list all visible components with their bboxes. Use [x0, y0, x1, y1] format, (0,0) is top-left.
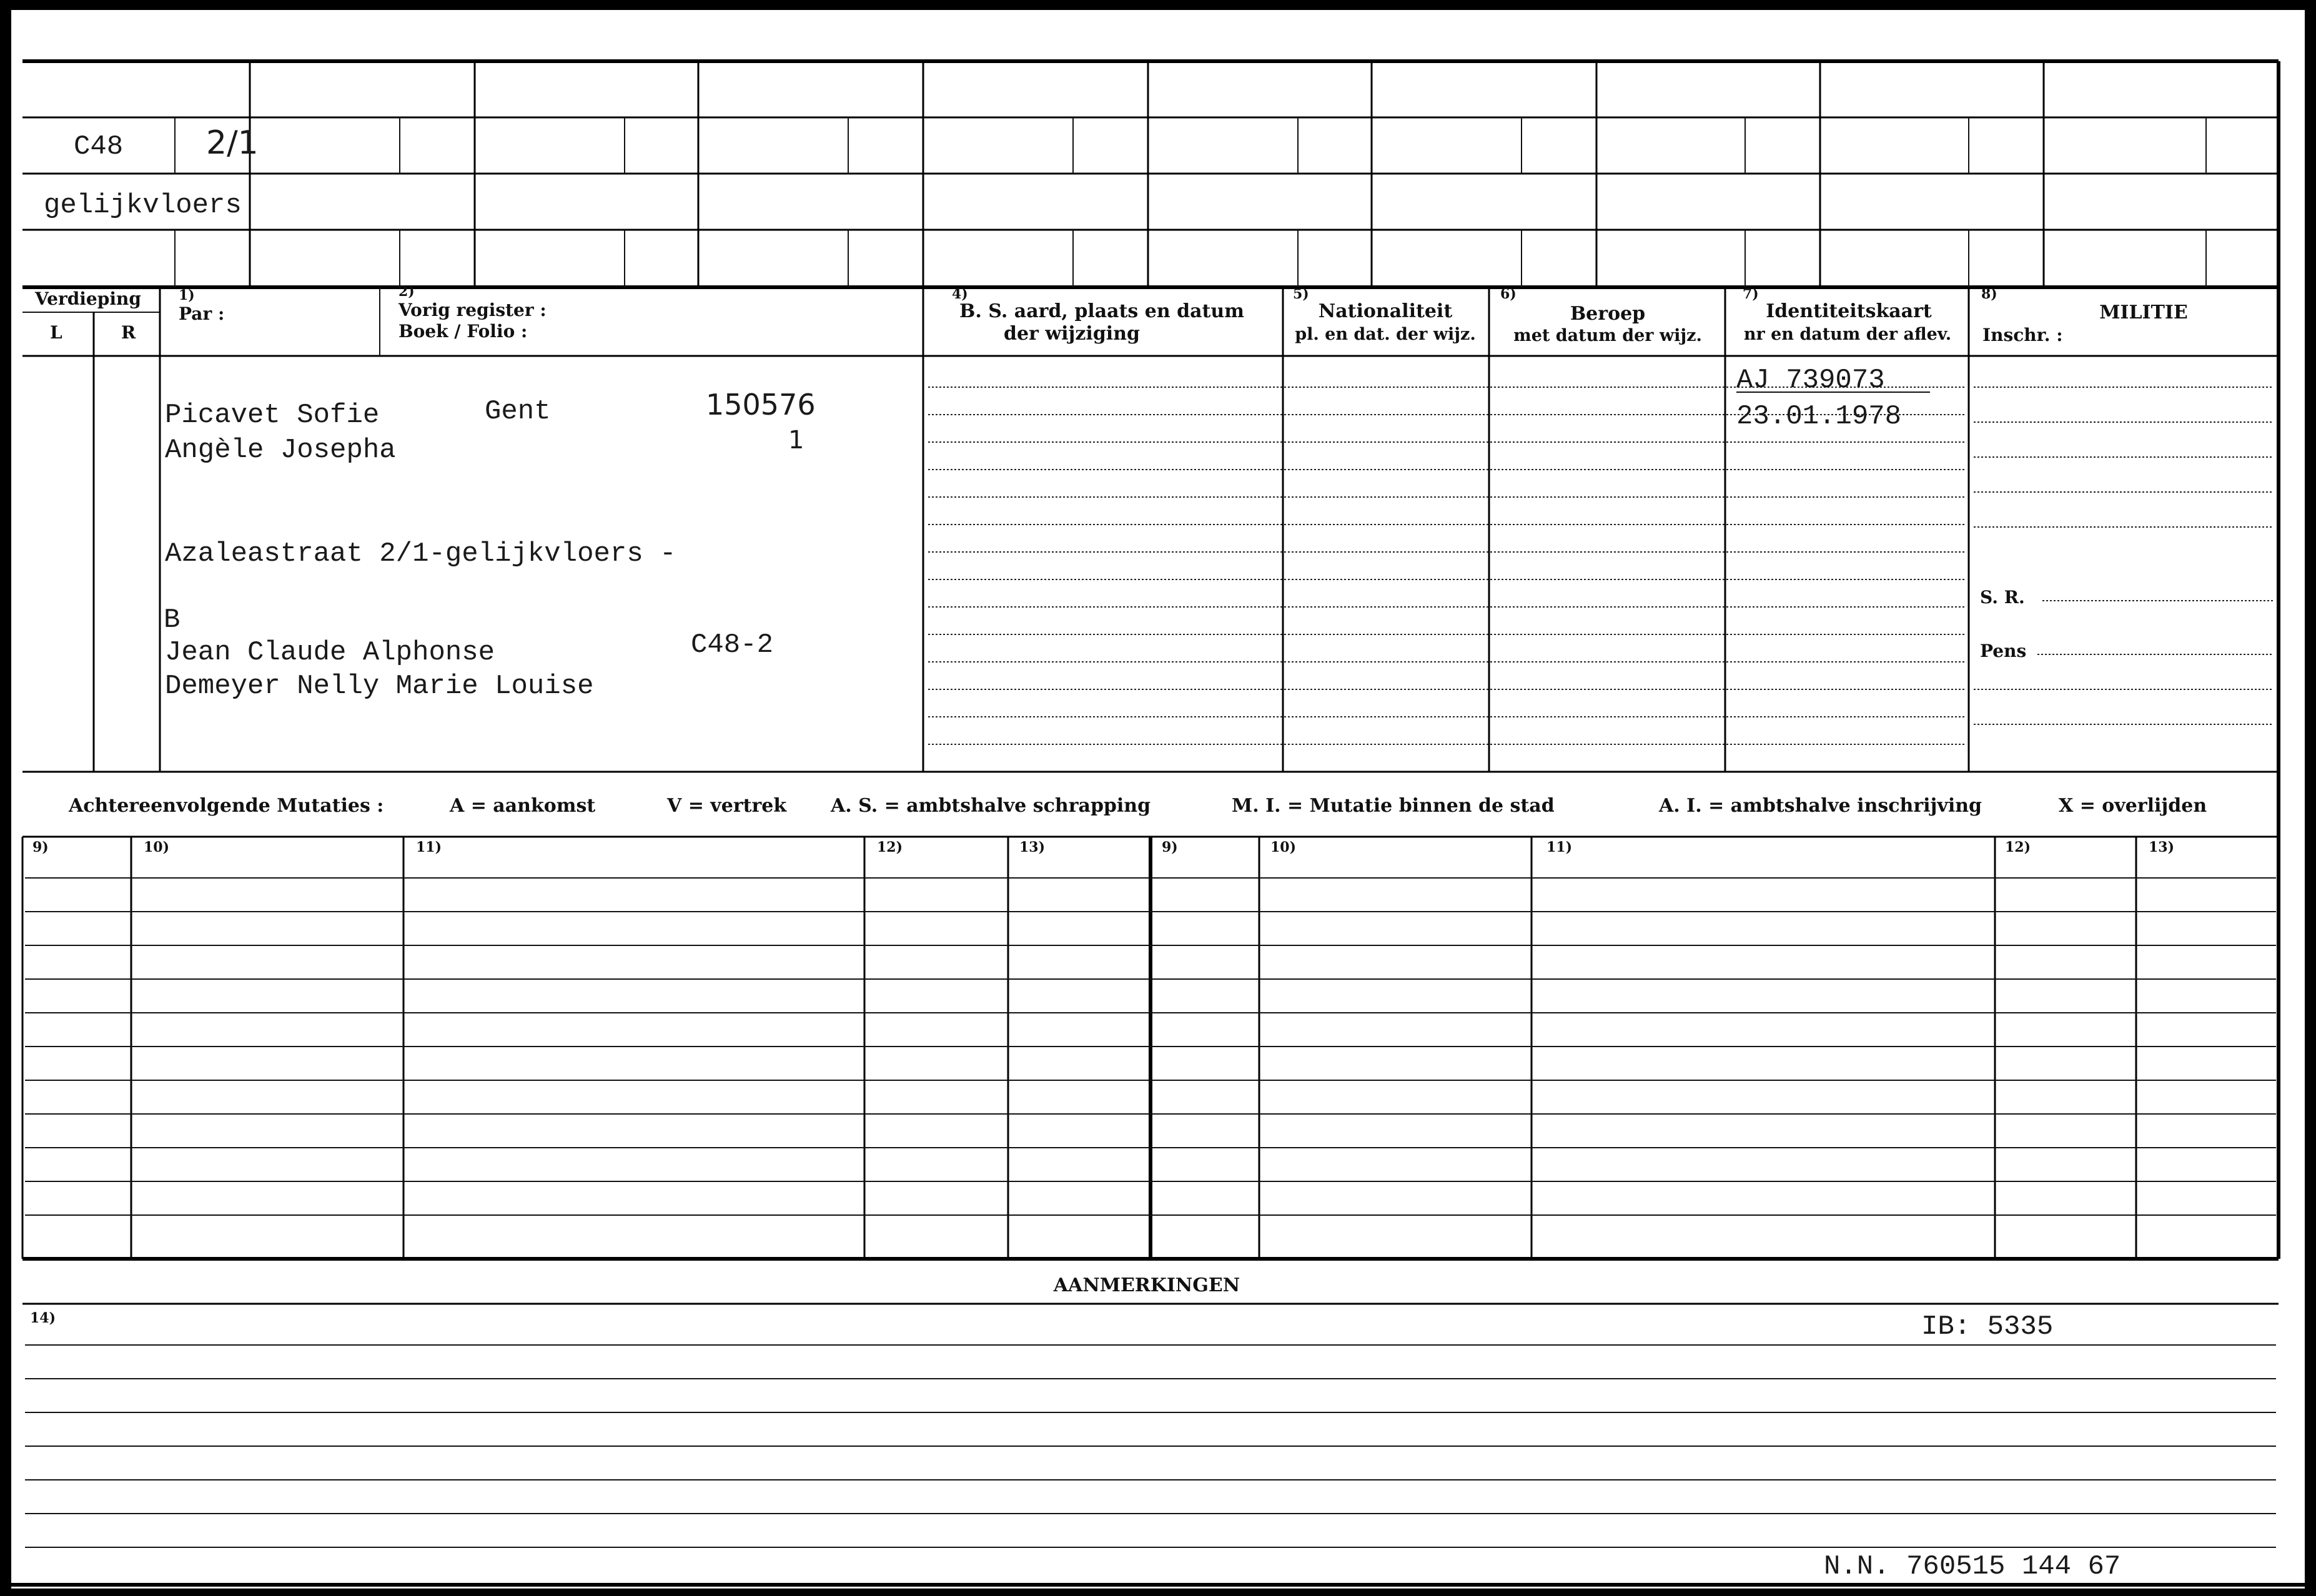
header-verdieping: Verdieping	[35, 288, 141, 309]
mutation-col10-right: 10)	[1270, 839, 1297, 855]
header-vorig-register: Vorig register :	[398, 300, 547, 320]
mutation-col11-left: 11)	[416, 839, 442, 855]
header-bs-line1: B. S. aard, plaats en datum	[959, 300, 1244, 322]
entry-partner-line2: Demeyer Nelly Marie Louise	[165, 671, 594, 702]
remarks-number: 14)	[30, 1310, 56, 1326]
mutation-col13-right: 13)	[2149, 839, 2175, 855]
id-card-number: AJ 739073	[1736, 365, 1885, 396]
header-inschr: Inschr. :	[1982, 325, 2063, 345]
header-col2-number: 2)	[398, 283, 415, 300]
header-col8-number: 8)	[1981, 286, 1997, 302]
legend-ambtshalve-schrapping: A. S. = ambtshalve schrapping	[831, 795, 1151, 817]
legend-aankomst: A = aankomst	[450, 795, 596, 817]
header-l: L	[50, 322, 62, 343]
header-col4-number: 4)	[952, 286, 968, 302]
entry-address: Azaleastraat 2/1-gelijkvloers -	[165, 538, 676, 569]
mutations-title: Achtereenvolgende Mutaties :	[69, 795, 384, 817]
top-block-code: C48	[74, 131, 124, 162]
legend-ambtshalve-inschrijving: A. I. = ambtshalve inschrijving	[1659, 795, 1982, 817]
header-nationaliteit: Nationaliteit	[1318, 300, 1453, 322]
entry-register: 150576	[706, 388, 816, 421]
mutation-col9-right: 9)	[1162, 839, 1178, 855]
entry-partner-ref: C48-2	[691, 629, 774, 661]
top-block-unit: 2/1	[206, 124, 259, 162]
header-identiteitskaart: Identiteitskaart	[1766, 300, 1932, 322]
header-col7-number: 7)	[1743, 286, 1759, 302]
header-col6-number: 6)	[1500, 286, 1517, 302]
remarks-nn: N.N. 760515 144 67	[1824, 1551, 2121, 1582]
entry-name-line2: Angèle Josepha	[165, 435, 396, 466]
entry-place: Gent	[485, 396, 551, 427]
header-beroep-sub: met datum der wijz.	[1513, 326, 1702, 345]
id-card-date: 23.01.1978	[1736, 401, 1902, 432]
header-militie: MILITIE	[2099, 302, 2188, 323]
header-beroep: Beroep	[1570, 303, 1646, 325]
mutation-col12-right: 12)	[2005, 839, 2031, 855]
mutation-col9-left: 9)	[32, 839, 49, 855]
header-boek-folio: Boek / Folio :	[398, 321, 528, 342]
entry-name-line1: Picavet Sofie	[165, 400, 380, 431]
entry-partner-line1: Jean Claude Alphonse	[165, 637, 495, 668]
header-col5-number: 5)	[1293, 286, 1309, 302]
mutation-col12-left: 12)	[877, 839, 903, 855]
remarks-ib: IB: 5335	[1921, 1311, 2054, 1342]
top-block-floor: gelijkvloers	[44, 190, 242, 221]
entry-child-mark: B	[164, 604, 181, 636]
remarks-title: AANMERKINGEN	[1053, 1274, 1240, 1296]
header-par: Par :	[179, 303, 225, 324]
header-nationaliteit-sub: pl. en dat. der wijz.	[1295, 325, 1476, 344]
header-col1-number: 1)	[179, 287, 195, 303]
header-bs-line2: der wijziging	[1004, 323, 1140, 345]
militie-sr: S. R.	[1980, 587, 2025, 608]
mutation-col10-left: 10)	[144, 839, 170, 855]
militie-pens: Pens	[1980, 641, 2027, 661]
legend-vertrek: V = vertrek	[667, 795, 787, 817]
header-r: R	[121, 322, 136, 343]
entry-register-mark: 1	[788, 426, 804, 455]
mutation-col11-right: 11)	[1546, 839, 1573, 855]
legend-overlijden: X = overlijden	[2059, 795, 2207, 817]
mutation-col13-left: 13)	[1019, 839, 1046, 855]
header-identiteitskaart-sub: nr en datum der aflev.	[1743, 325, 1952, 344]
legend-mutatie-binnen-stad: M. I. = Mutatie binnen de stad	[1232, 795, 1555, 817]
